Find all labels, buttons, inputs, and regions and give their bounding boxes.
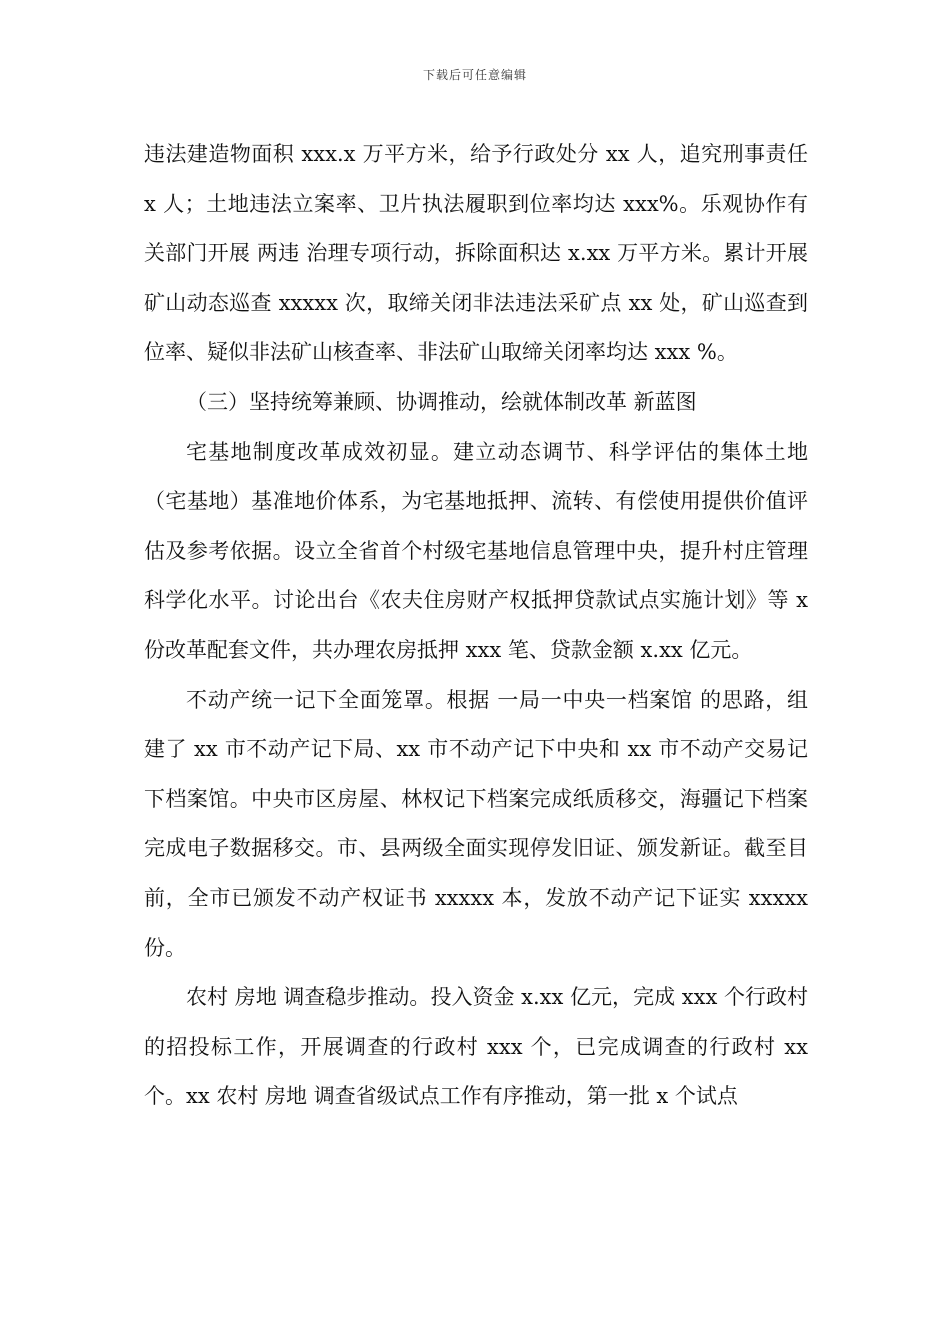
section-heading: （三）坚持统筹兼顾、协调推动，绘就体制改革 新蓝图	[186, 389, 697, 414]
document-body	[144, 130, 808, 1122]
paragraph-continuation: 违法建造物面积 xxx.x 万平方米，给予行政处分 xx 人，追究刑事责任 x 人；土地违法立案率、卫片执法履职到位率均达 xxx%。乐观协作有关部门开展 两违 治理专项行动，拆除面积达 x.xx 万平方米。累计开展矿山动态巡查 xxxxx 次，取缔关闭非法违法采矿点 xx 处，矿山巡查到位率、疑似非法矿山核查率、非法矿山取缔关闭率均达 xxx %。	[144, 142, 808, 365]
page-header: 下载后可任意编辑	[422, 68, 527, 82]
paragraph-real-estate-registration: 不动产统一记下全面笼罩。根据 一局一中央一档案馆 的思路，组建了 xx 市不动产记下局、xx 市不动产记下中央和 xx 市不动产交易记下档案馆。中央市区房屋、林权记下档案完成纸质移交，海疆记下档案完成电子数据移交。市、县两级全面实现停发旧证、颁发新证。截至目前，全市已颁发不动产权证书 xxxxx 本，发放不动产记下证实 xxxxx 份。	[144, 687, 808, 960]
paragraph-rural-survey: 农村 房地 调查稳步推动。投入资金 x.xx 亿元，完成 xxx 个行政村的招投标工作，开展调查的行政村 xxx 个，已完成调查的行政村 xx 个。xx 农村 房地 调查省级试点工作有序推动，第一批 x 个试点	[144, 985, 808, 1109]
paragraph-homestead-reform: 宅基地制度改革成效初显。建立动态调节、科学评估的集体土地（宅基地）基准地价体系，为宅基地抵押、流转、有偿使用提供价值评估及参考依据。设立全省首个村级宅基地信息管理中央，提升村庄管理科学化水平。讨论出台《农夫住房财产权抵押贷款试点实施计划》等 x 份改革配套文件，共办理农房抵押 xxx 笔、贷款金额 x.xx 亿元。	[144, 439, 808, 662]
